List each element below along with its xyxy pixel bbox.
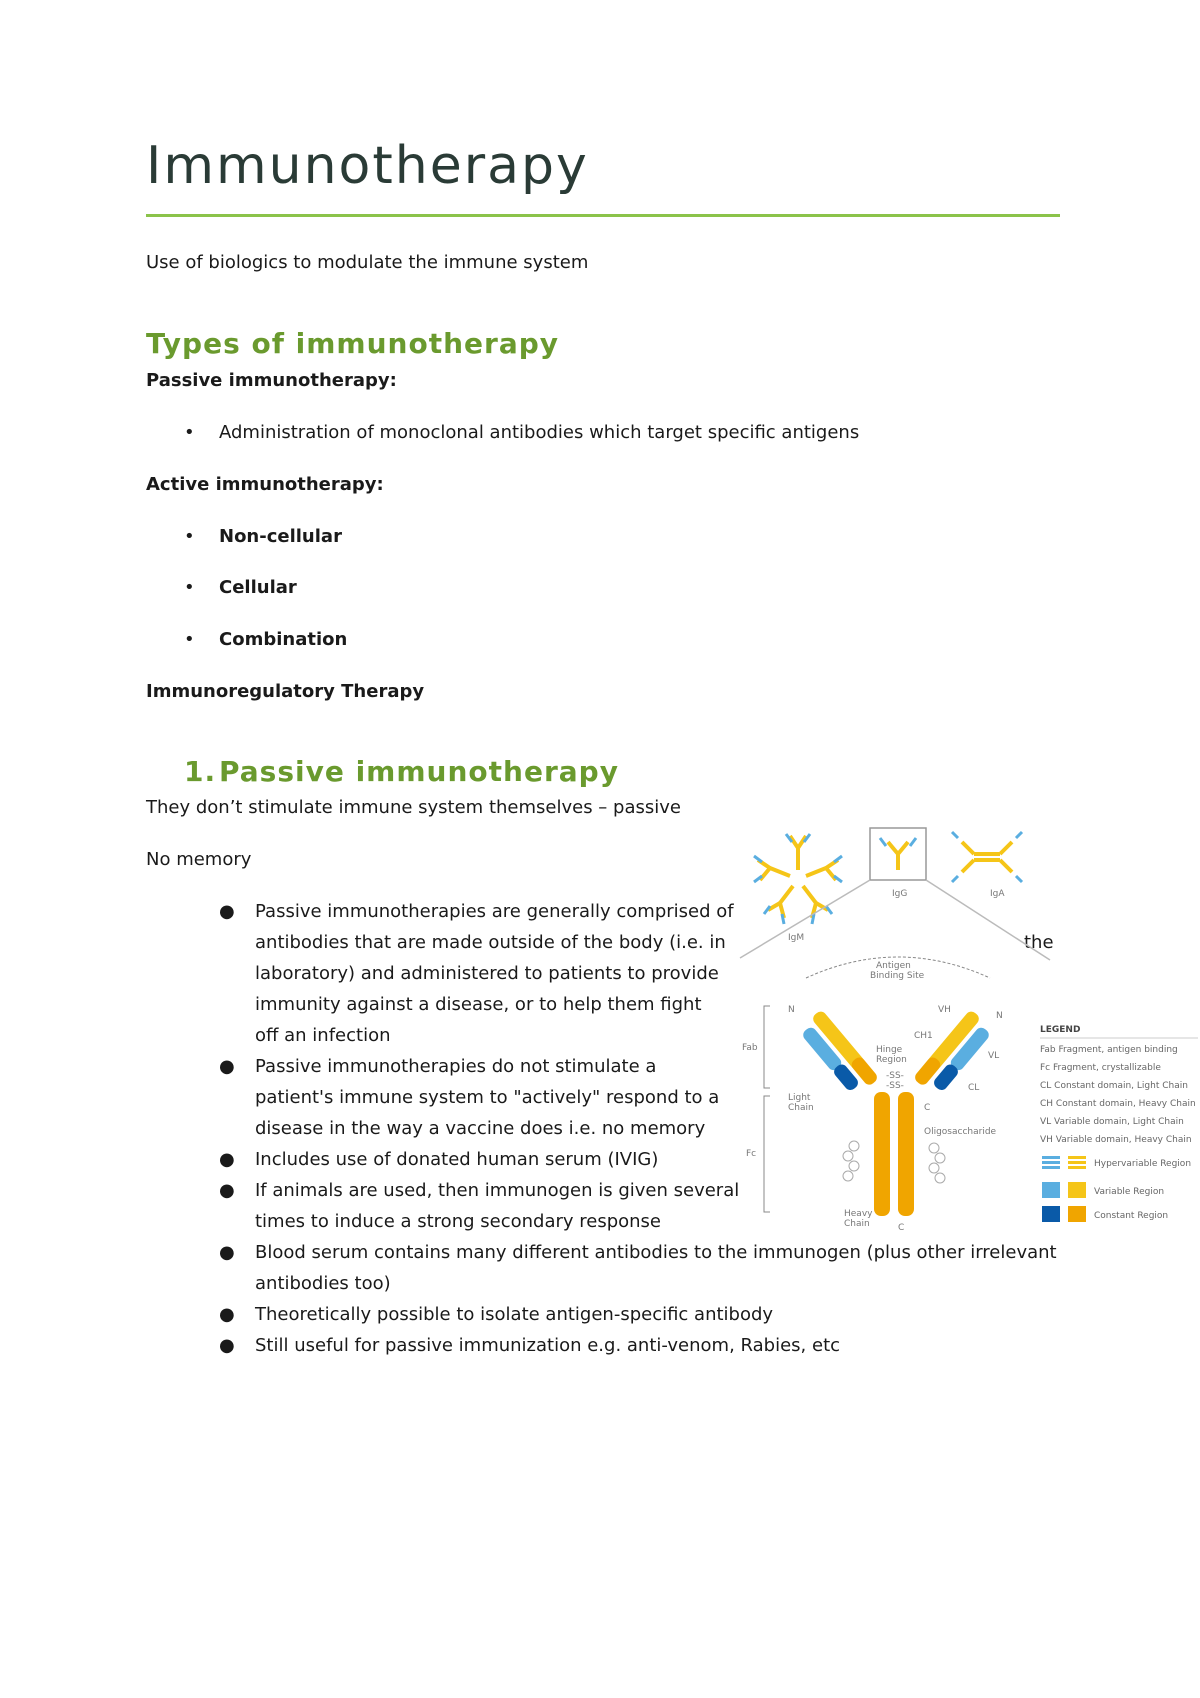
bullet-line: If animals are used, then immunogen is given several	[255, 1180, 740, 1201]
disulfide-label: -SS-	[886, 1081, 904, 1091]
bullet-icon: ●	[219, 1335, 235, 1356]
page-title: Immunotherapy	[146, 136, 589, 196]
bullet-line: Passive immunotherapies are generally comprised of	[255, 901, 734, 922]
legend-line: Fc Fragment, crystallizable	[1040, 1063, 1161, 1073]
bullet-line: Theoretically possible to isolate antigen-specific antibody	[255, 1304, 774, 1325]
igg-icon	[880, 838, 916, 870]
disulfide-label: -SS-	[886, 1071, 904, 1081]
iga-icon	[952, 832, 1022, 882]
left-arm	[797, 1009, 879, 1099]
bullet-line: Includes use of donated human serum (IVIG)	[255, 1149, 659, 1170]
bullet-icon: •	[184, 577, 195, 598]
section-line: No memory	[146, 849, 252, 870]
vl-label: VL	[988, 1051, 1000, 1061]
oligosaccharide-icon	[843, 1141, 945, 1183]
legend-title: LEGEND	[1040, 1025, 1081, 1035]
antigen-site-label: Antigen	[876, 961, 911, 971]
immunoregulatory-label: Immunoregulatory Therapy	[146, 681, 425, 702]
bullet-icon: ●	[219, 901, 235, 922]
bullet-line: Passive immunotherapies do not stimulate a	[255, 1056, 657, 1077]
list-item: Combination	[219, 629, 348, 650]
light-chain-label: Light	[788, 1093, 811, 1103]
iga-label: IgA	[990, 889, 1005, 899]
antibody-structure-diagram	[738, 826, 1200, 1236]
c-terminus-label: C	[898, 1223, 905, 1233]
heavy-chain-stem	[898, 1092, 914, 1216]
section-line: They don’t stimulate immune system themselves – passive	[146, 797, 681, 818]
bullet-line: patient's immune system to "actively" respond to a	[255, 1087, 720, 1108]
bullet-line-trail: the	[1024, 932, 1054, 953]
heavy-chain-label: Chain	[844, 1219, 870, 1229]
legend-line: VL Variable domain, Light Chain	[1040, 1117, 1184, 1127]
igm-label: IgM	[788, 933, 805, 943]
types-heading: Types of immunotherapy	[146, 327, 560, 360]
bullet-line: laboratory) and administered to patients to provide	[255, 963, 719, 984]
list-item: Non-cellular	[219, 526, 342, 547]
bullet-icon: ●	[219, 1180, 235, 1201]
legend	[1040, 1025, 1198, 1222]
bullet-line: Blood serum contains many different antibodies to the immunogen (plus other irrelevant	[255, 1242, 1057, 1263]
section-heading: Passive immunotherapy	[219, 755, 619, 788]
title-underline	[146, 214, 1060, 217]
hinge-label: Region	[876, 1055, 907, 1065]
n-terminus-label: N	[996, 1011, 1003, 1021]
bullet-icon: •	[184, 422, 195, 443]
fab-bracket	[764, 1006, 770, 1088]
bullet-line: immunity against a disease, or to help them fight	[255, 994, 702, 1015]
list-item: Cellular	[219, 577, 297, 598]
fc-label: Fc	[746, 1149, 757, 1159]
heavy-chain-stem	[874, 1092, 890, 1216]
intro-text: Use of biologics to modulate the immune system	[146, 252, 589, 273]
legend-line: CL Constant domain, Light Chain	[1040, 1081, 1188, 1091]
bullet-icon: ●	[219, 1304, 235, 1325]
n-terminus-label: N	[788, 1005, 795, 1015]
heavy-chain-label: Heavy	[844, 1209, 873, 1219]
bullet-line: off an infection	[255, 1025, 391, 1046]
bullet-icon: •	[184, 629, 195, 650]
constant-swatch	[1068, 1206, 1086, 1222]
bullet-line: disease in the way a vaccine does i.e. no memory	[255, 1118, 706, 1139]
oligosaccharide-label: Oligosaccharide	[924, 1127, 997, 1137]
ch1-label: CH1	[914, 1031, 933, 1041]
hinge-label: Hinge	[876, 1045, 903, 1055]
vh-label: VH	[938, 1005, 951, 1015]
bullet-line: antibodies too)	[255, 1273, 391, 1294]
c-terminus-label: C	[924, 1103, 931, 1113]
legend-key: Hypervariable Region	[1094, 1159, 1192, 1169]
passive-label: Passive immunotherapy:	[146, 370, 397, 391]
hypervariable-swatch	[1042, 1156, 1086, 1169]
section-number: 1.	[184, 755, 217, 788]
bullet-icon: ●	[219, 1242, 235, 1263]
bullet-line: Still useful for passive immunization e.g. anti-venom, Rabies, etc	[255, 1335, 841, 1356]
variable-swatch	[1042, 1182, 1060, 1198]
light-chain-label: Chain	[788, 1103, 814, 1113]
bullet-line: times to induce a strong secondary response	[255, 1211, 662, 1232]
list-item: Administration of monoclonal antibodies which target specific antigens	[219, 422, 860, 443]
antigen-site-label: Binding Site	[870, 971, 925, 981]
bullet-icon: •	[184, 526, 195, 547]
legend-line: CH Constant domain, Heavy Chain	[1040, 1099, 1196, 1109]
legend-line: Fab Fragment, antigen binding	[1040, 1045, 1178, 1055]
fc-bracket	[764, 1096, 770, 1212]
fab-label: Fab	[742, 1043, 758, 1053]
legend-key: Constant Region	[1094, 1211, 1169, 1221]
bullet-icon: ●	[219, 1149, 235, 1170]
igm-icon	[754, 834, 842, 924]
active-label: Active immunotherapy:	[146, 474, 384, 495]
bullet-line: antibodies that are made outside of the body (i.e. in	[255, 932, 726, 953]
cl-label: CL	[968, 1083, 980, 1093]
legend-line: VH Variable domain, Heavy Chain	[1040, 1135, 1192, 1145]
right-arm	[913, 1009, 995, 1099]
variable-swatch	[1068, 1182, 1086, 1198]
constant-swatch	[1042, 1206, 1060, 1222]
igg-label: IgG	[892, 889, 908, 899]
legend-key: Variable Region	[1094, 1187, 1165, 1197]
bullet-icon: ●	[219, 1056, 235, 1077]
